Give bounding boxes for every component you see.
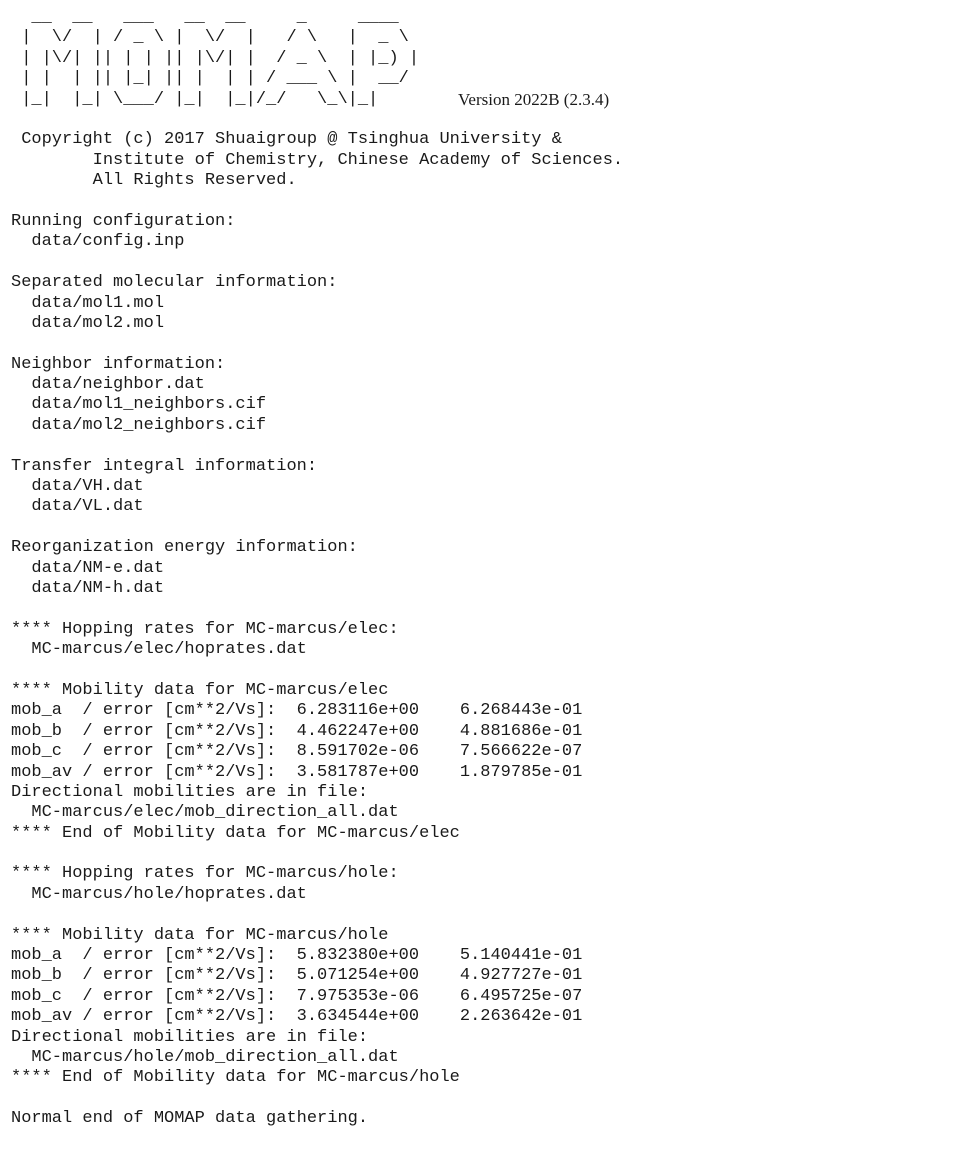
momap-ascii-logo: [11, 8, 946, 110]
blank-line: [11, 599, 946, 619]
copyright-line: All Rights Reserved.: [11, 171, 297, 191]
file-path: data/VH.dat: [11, 477, 144, 497]
directional-title: Directional mobilities are in file:: [11, 1027, 369, 1047]
hole-mobility-title: **** Mobility data for MC-marcus/hole: [11, 925, 389, 945]
logo-line: | \/ | / _ \ | \/ | / \ | _ \: [11, 28, 409, 48]
file-path: data/mol1_neighbors.cif: [11, 395, 267, 415]
file-path: data/mol2_neighbors.cif: [11, 415, 267, 435]
hole-end-line: **** End of Mobility data for MC-marcus/hole: [11, 1068, 460, 1088]
blank-line: [11, 334, 946, 354]
file-path: MC-marcus/hole/mob_direction_all.dat: [11, 1047, 399, 1067]
section-title-reorg: Reorganization energy information:: [11, 538, 358, 558]
version-label: Version 2022B (2.3.4): [458, 90, 610, 109]
logo-line: |_| |_| \___/ |_| |_|/_/ \_\|_|: [11, 89, 379, 109]
mobility-row: mob_a / error [cm**2/Vs]: 6.283116e+00 6.268443e-01: [11, 701, 583, 721]
blank-line: [11, 844, 946, 864]
section-title-transfer: Transfer integral information:: [11, 456, 318, 476]
hole-hopping-title: **** Hopping rates for MC-marcus/hole:: [11, 864, 399, 884]
mobility-row: mob_a / error [cm**2/Vs]: 5.832380e+00 5.140441e-01: [11, 946, 583, 966]
file-path: data/config.inp: [11, 232, 185, 252]
blank-line: [11, 1089, 946, 1109]
file-path: data/NM-e.dat: [11, 558, 165, 578]
blank-line: [11, 436, 946, 456]
elec-mobility-title: **** Mobility data for MC-marcus/elec: [11, 680, 389, 700]
logo-line: | | | || |_| || | | | / ___ \ | __/: [11, 69, 409, 89]
blank-line: [11, 518, 946, 538]
mobility-row: mob_c / error [cm**2/Vs]: 7.975353e-06 6.495725e-07: [11, 986, 583, 1006]
blank-line: [11, 661, 946, 681]
section-title-running: Running configuration:: [11, 211, 236, 231]
blank-line: [11, 192, 946, 212]
file-path: data/NM-h.dat: [11, 578, 165, 598]
file-path: data/neighbor.dat: [11, 375, 205, 395]
mobility-row: mob_b / error [cm**2/Vs]: 4.462247e+00 4.881686e-01: [11, 721, 583, 741]
terminal-output: [11, 8, 946, 1130]
blank-line: [11, 253, 946, 273]
file-path: MC-marcus/elec/hoprates.dat: [11, 640, 307, 660]
copyright-line: Institute of Chemistry, Chinese Academy of Sciences.: [11, 150, 624, 170]
section-title-neighbor: Neighbor information:: [11, 354, 226, 374]
directional-title: Directional mobilities are in file:: [11, 782, 369, 802]
mobility-row: mob_b / error [cm**2/Vs]: 5.071254e+00 4.927727e-01: [11, 966, 583, 986]
logo-line: | |\/| || | | || |\/| | / _ \ | |_) |: [11, 48, 420, 68]
blank-line: [11, 905, 946, 925]
elec-hopping-title: **** Hopping rates for MC-marcus/elec:: [11, 619, 399, 639]
section-title-molecular: Separated molecular information:: [11, 273, 338, 293]
file-path: data/mol2.mol: [11, 313, 165, 333]
file-path: data/mol1.mol: [11, 293, 165, 313]
copyright-line: Copyright (c) 2017 Shuaigroup @ Tsinghua University &: [11, 130, 562, 150]
mobility-row: mob_av / error [cm**2/Vs]: 3.581787e+00 1.879785e-01: [11, 762, 583, 782]
normal-end-message: Normal end of MOMAP data gathering.: [11, 1109, 369, 1129]
elec-end-line: **** End of Mobility data for MC-marcus/elec: [11, 823, 460, 843]
blank-line: [11, 110, 946, 130]
file-path: data/VL.dat: [11, 497, 144, 517]
file-path: MC-marcus/hole/hoprates.dat: [11, 884, 307, 904]
mobility-row: mob_c / error [cm**2/Vs]: 8.591702e-06 7.566622e-07: [11, 742, 583, 762]
logo-line: __ __ ___ __ __ _ ____: [11, 8, 399, 27]
file-path: MC-marcus/elec/mob_direction_all.dat: [11, 803, 399, 823]
mobility-row: mob_av / error [cm**2/Vs]: 3.634544e+00 2.263642e-01: [11, 1007, 583, 1027]
